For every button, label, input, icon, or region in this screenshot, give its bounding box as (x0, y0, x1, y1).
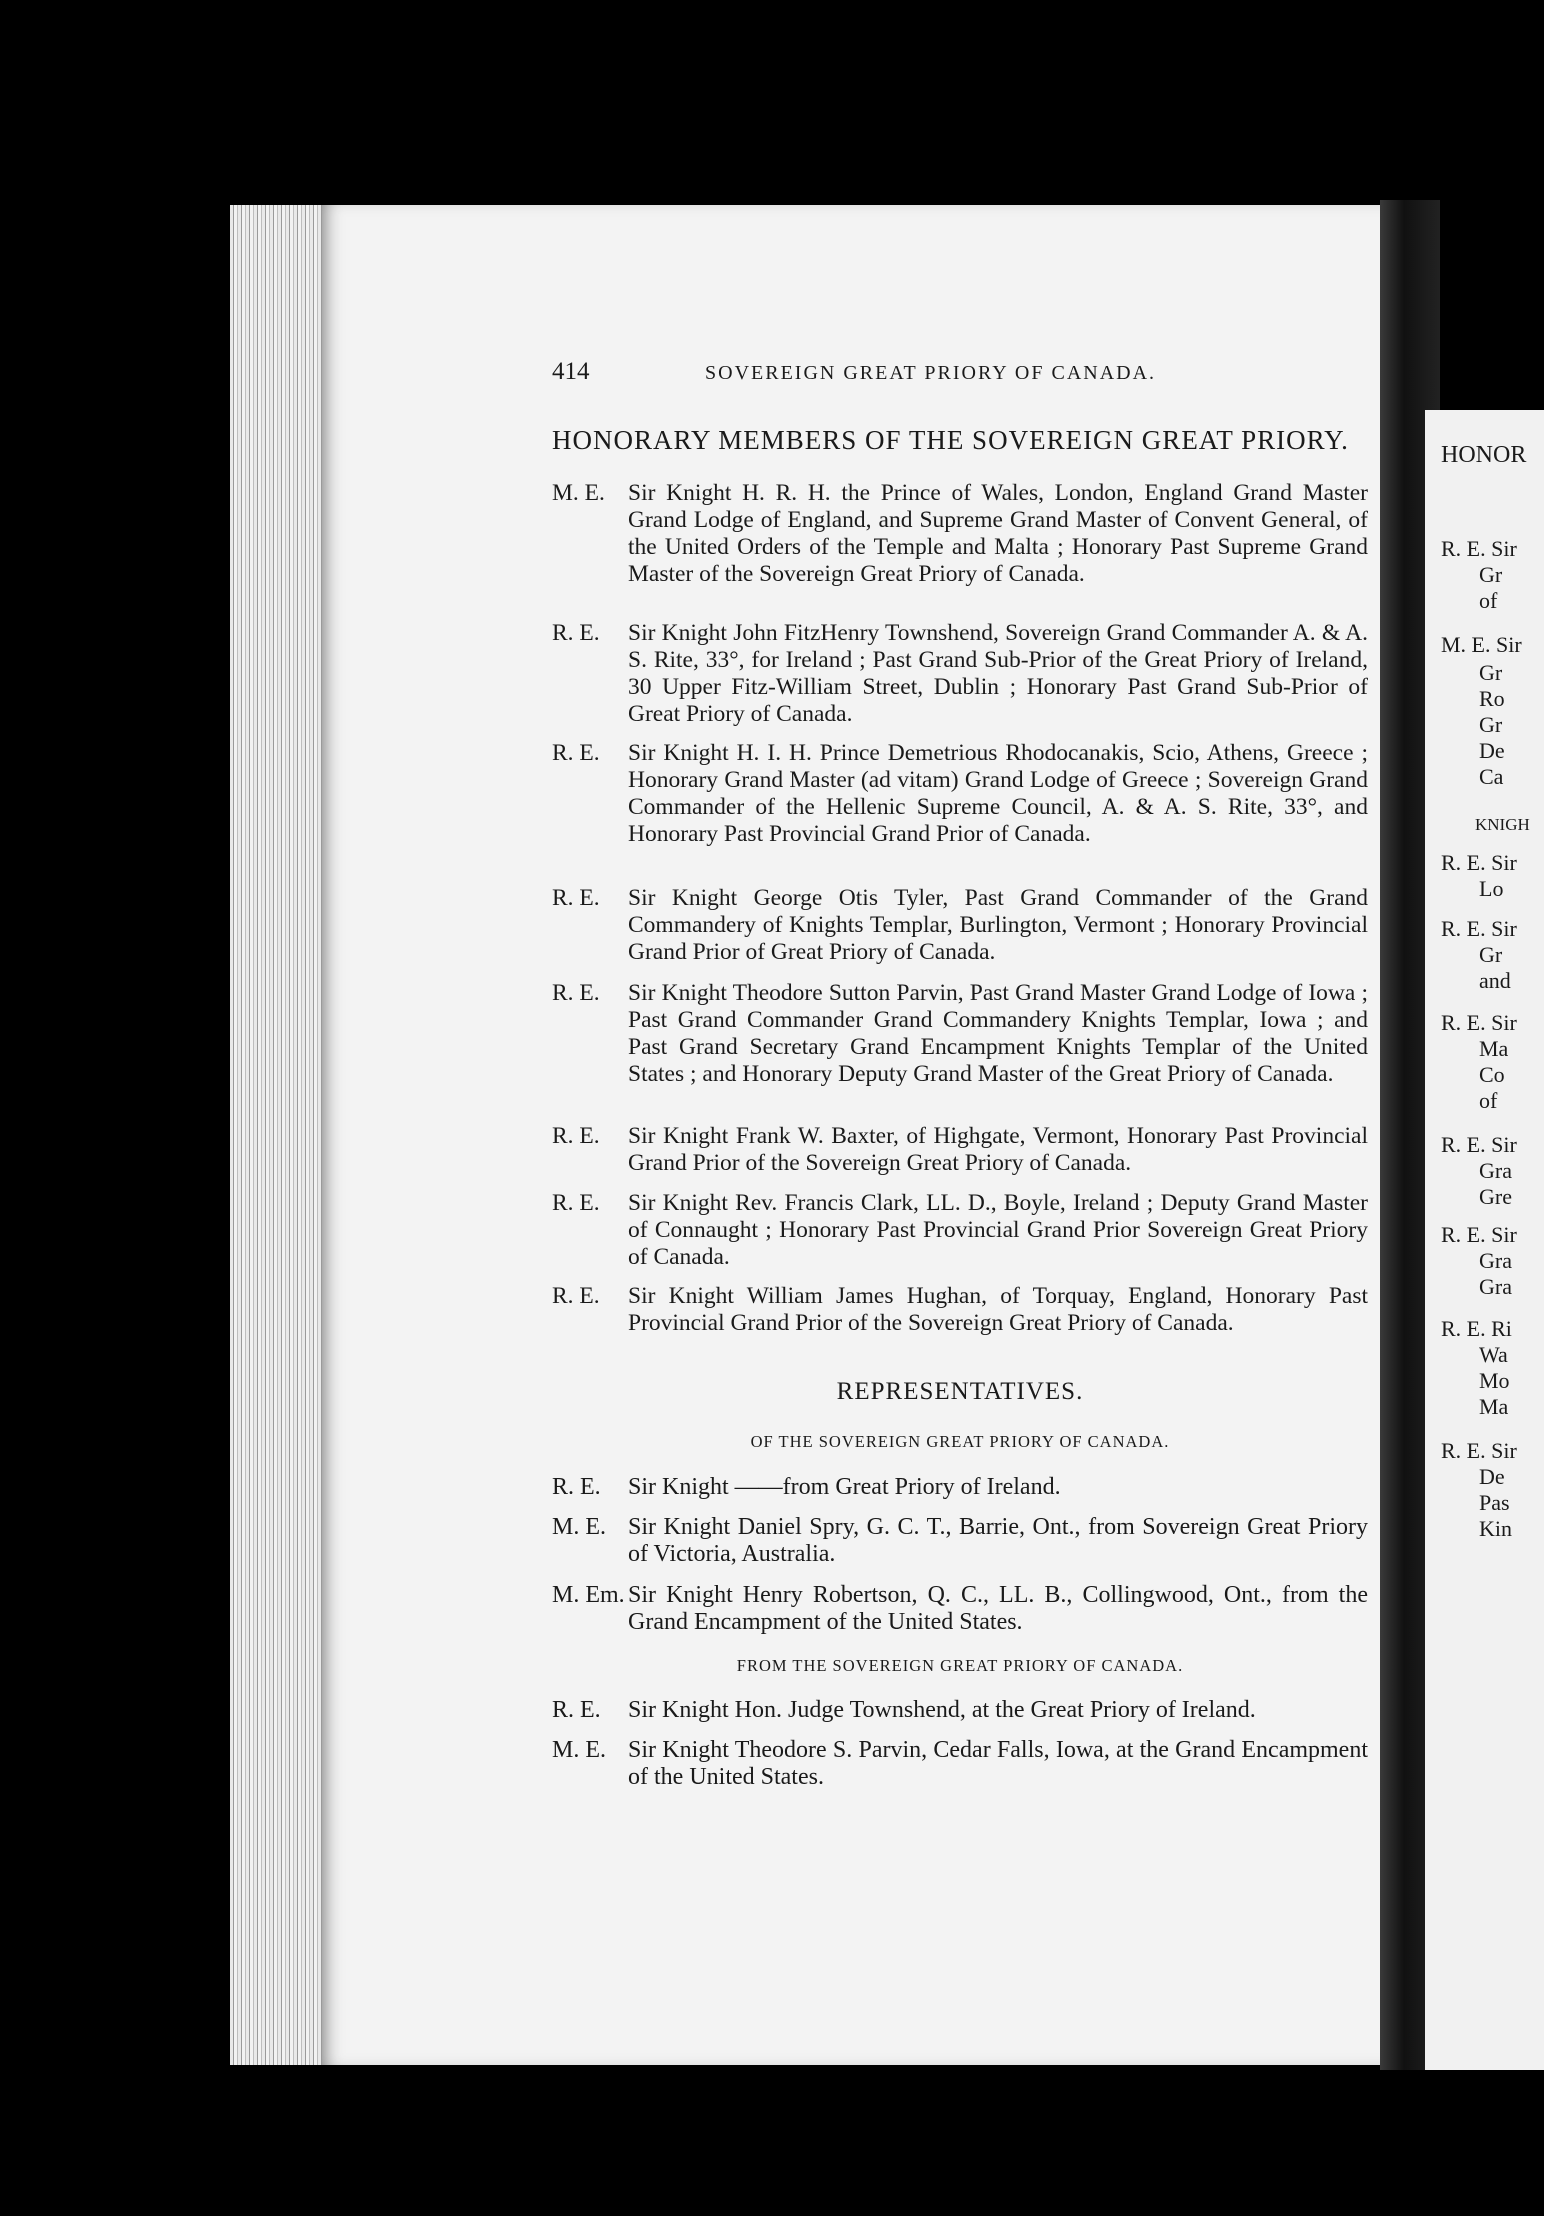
running-head: SOVEREIGN GREAT PRIORY OF CANADA. (705, 362, 1157, 384)
member-text: Sir Knight William James Hughan, of Torquay, England, Honorary Past Provincial Grand Prior of the Sovereign Great Priory of Canada. (628, 1283, 1368, 1336)
member-text: Sir Knight John FitzHenry Townshend, Sovereign Grand Commander A. & A. S. Rite, 33°, for Ireland ; Past Grand Sub-Prior of the Great Priory of Ireland, 30 Upper Fitz-William Street, Dublin ; Honorary Past Grand Sub-Prior of Great Priory of Canada. (628, 620, 1368, 727)
member-text: Sir Knight Frank W. Baxter, of Highgate, Vermont, Honorary Past Provincial Grand Prior of the Sovereign Great Priory of Canada. (628, 1123, 1368, 1176)
next-page-fragment: of (1479, 1088, 1498, 1113)
rep-text: Sir Knight ——from Great Priory of Ireland. (628, 1474, 1061, 1500)
page-edges (230, 205, 330, 2065)
next-page-fragment: R. E. Sir (1441, 1222, 1517, 1247)
rep-text: Sir Knight Theodore S. Parvin, Cedar Falls, Iowa, at the Grand Encampment of the United States. (628, 1737, 1368, 1790)
list-item (552, 1190, 1368, 1271)
next-page-fragment: Ca (1479, 764, 1504, 789)
list-item (552, 1283, 1368, 1337)
list-item (552, 885, 1368, 966)
next-page-fragment: Gra (1479, 1274, 1512, 1299)
list-item (552, 1737, 1368, 1791)
next-page-fragment: Ma (1479, 1036, 1509, 1061)
member-rank: R. E. (552, 740, 600, 766)
member-text: Sir Knight H. I. H. Prince Demetrious Rhodocanakis, Scio, Athens, Greece ; Honorary Grand Master (ad vitam) Grand Lodge of Greece ; Sovereign Grand Commander of the Hellenic Supreme Council, A. & A. S. Rite, 33°, and Honorary Past Provincial Grand Prior of Canada. (628, 740, 1368, 847)
next-page-fragment: M. E. Sir (1441, 632, 1522, 657)
list-item (552, 740, 1368, 848)
section-title: HONORARY MEMBERS OF THE SOVEREIGN GREAT PRIORY. (552, 425, 1349, 455)
member-text: Sir Knight H. R. H. the Prince of Wales, London, England Grand Master Grand Lodge of England, and Supreme Grand Master of Convent General, of the United Orders of the Temple and Malta ; Honorary Past Supreme Grand Master of the Sovereign Great Priory of Canada. (628, 480, 1368, 587)
member-text: Sir Knight Theodore Sutton Parvin, Past Grand Master Grand Lodge of Iowa ; Past Grand Commander Grand Commandery Knights Templar, Iowa ; and Past Grand Secretary Grand Encampment Knights Templar of the United States ; and Honorary Deputy Grand Master of the Great Priory of Canada. (628, 980, 1368, 1087)
next-page-fragment: Gr (1479, 712, 1503, 737)
next-page-fragment: Gr (1479, 942, 1503, 967)
next-page-fragment: KNIGH (1475, 815, 1530, 834)
next-page-fragment: R. E. Sir (1441, 1010, 1517, 1035)
member-text: Sir Knight Rev. Francis Clark, LL. D., Boyle, Ireland ; Deputy Grand Master of Connaught ; Honorary Past Provincial Grand Prior Sovereign Great Priory of Canada. (628, 1190, 1368, 1270)
rep-rank: R. E. (552, 1697, 601, 1723)
list-item (552, 1474, 1368, 1501)
member-text: Sir Knight George Otis Tyler, Past Grand Commander of the Grand Commandery of Knights Templar, Burlington, Vermont ; Honorary Provincial Grand Prior of Great Priory of Canada. (628, 885, 1368, 965)
member-rank: R. E. (552, 885, 600, 911)
list-item (552, 1582, 1368, 1636)
representatives-of-heading: OF THE SOVEREIGN GREAT PRIORY OF CANADA. (750, 1432, 1170, 1451)
next-page-fragment: De (1479, 738, 1505, 763)
next-page-fragment: Wa (1479, 1342, 1508, 1367)
member-rank: R. E. (552, 1190, 600, 1216)
member-rank: R. E. (552, 620, 600, 646)
next-page-fragment: of (1479, 588, 1498, 613)
next-page-fragment: De (1479, 1464, 1505, 1489)
rep-text: Sir Knight Henry Robertson, Q. C., LL. B., Collingwood, Ont., from the Grand Encampment of the United States. (628, 1582, 1368, 1635)
page-number: 414 (552, 358, 590, 385)
next-page-fragment: Gr (1479, 562, 1503, 587)
representatives-title: REPRESENTATIVES. (836, 1378, 1084, 1405)
next-page-fragment: R. E. Sir (1441, 916, 1517, 941)
rep-rank: R. E. (552, 1474, 601, 1500)
next-page-fragment: Ro (1479, 686, 1505, 711)
next-page-fragment: Kin (1479, 1516, 1512, 1541)
list-item (552, 980, 1368, 1088)
list-item (552, 1514, 1368, 1568)
next-page-fragment: Mo (1479, 1368, 1510, 1393)
rep-text: Sir Knight Hon. Judge Townshend, at the Great Priory of Ireland. (628, 1697, 1256, 1723)
list-item (552, 480, 1368, 588)
next-page-fragment: Gr (1479, 660, 1503, 685)
member-rank: R. E. (552, 1123, 600, 1149)
member-rank: R. E. (552, 1283, 600, 1309)
next-page-fragment: R. E. Sir (1441, 1438, 1517, 1463)
next-page-fragment: Lo (1479, 876, 1504, 901)
rep-text: Sir Knight Daniel Spry, G. C. T., Barrie, Ont., from Sovereign Great Priory of Victoria, Australia. (628, 1514, 1368, 1567)
next-page-fragment: Ma (1479, 1394, 1509, 1419)
representatives-from-heading: FROM THE SOVEREIGN GREAT PRIORY OF CANADA. (736, 1656, 1184, 1675)
next-page-fragment: Gra (1479, 1158, 1512, 1183)
list-item (552, 620, 1368, 728)
next-page-fragment: R. E. Sir (1441, 1132, 1517, 1157)
next-page-fragment: HONOR (1441, 442, 1527, 468)
next-page-fragment: Co (1479, 1062, 1505, 1087)
rep-rank: M. E. (552, 1737, 606, 1763)
next-page-fragment: R. E. Ri (1441, 1316, 1512, 1341)
next-page-fragment: Gre (1479, 1184, 1512, 1209)
member-rank: M. E. (552, 480, 605, 506)
rep-rank: M. E. (552, 1514, 606, 1540)
right-page-fragment (1425, 410, 1544, 2070)
rep-rank: M. Em. (552, 1582, 625, 1608)
next-page-fragment: Gra (1479, 1248, 1512, 1273)
next-page-fragment: R. E. Sir (1441, 850, 1517, 875)
next-page-fragment: Pas (1479, 1490, 1510, 1515)
next-page-fragment: R. E. Sir (1441, 536, 1517, 561)
list-item (552, 1697, 1368, 1724)
member-rank: R. E. (552, 980, 600, 1006)
list-item (552, 1123, 1368, 1177)
next-page-fragment: and (1479, 968, 1511, 993)
